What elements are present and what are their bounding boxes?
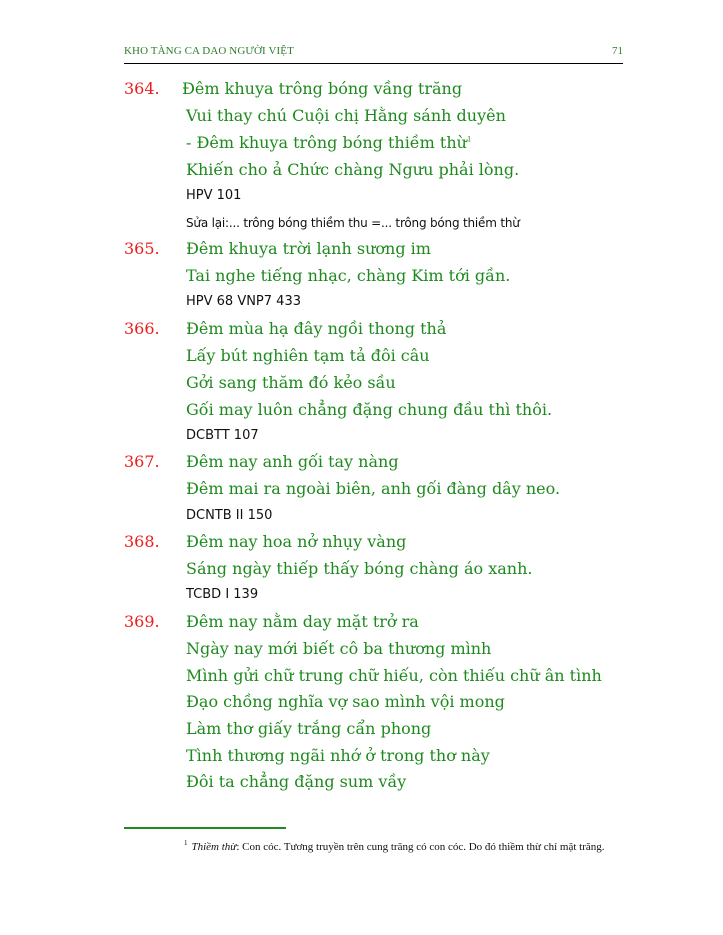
book-title: KHO TÀNG CA DAO NGƯỜI VIỆT [124,45,294,57]
verse-line: Lấy bút nghiên tạm tả đôi câu [186,346,430,365]
verse-line: Gối may luôn chẳng đặng chung đầu thì thôi. [186,400,553,419]
page-number: 71 [612,45,623,57]
verse-line: Đêm nay nằm day mặt trở ra [186,612,419,631]
verse-line: Khiến cho ả Chức chàng Ngưu phải lòng. [186,160,520,179]
footnote [144,840,630,855]
verse-line: Gởi sang thăm đó kẻo sầu [186,373,396,392]
footnote-ref[interactable]: 1 [466,135,472,144]
verse-line: Đôi ta chẳng đặng sum vầy [186,772,407,791]
source-ref: HPV 101 [186,188,242,203]
verse-line: - Đêm khuya trông bóng thiềm thừ$^1$ [186,133,472,152]
footnote-mark: 1 [184,839,188,848]
verse-line: Đêm mùa hạ đây ngồi thong thả [186,319,447,338]
entry-number: 368. [124,532,160,551]
source-ref: TCBD I 139 [186,587,259,602]
entry-number: 366. [124,319,160,338]
verse-line: Sáng ngày thiếp thấy bóng chàng áo xanh. [186,559,533,578]
verse-line: Ngày nay mới biết cô ba thương mình [186,639,492,658]
footnote-term: Thiềm thừ [191,841,237,853]
footnote-text: : Con cóc. Tương truyền trên cung trăng có con cóc. Do đó thiềm thừ chỉ mặt trăng. [236,841,605,853]
source-ref: DCNTB II 150 [186,508,273,523]
verse-line: Mình gửi chữ trung chữ hiếu, còn thiếu chữ ân tình [186,666,602,685]
verse-line: Tai nghe tiếng nhạc, chàng Kim tới gần. [186,266,511,285]
verse-line: Đạo chồng nghĩa vợ sao mình vội mong [186,692,505,711]
verse-line: Đêm mai ra ngoài biên, anh gối đàng dây neo. [186,479,561,498]
source-ref: HPV 68 VNP7 433 [186,294,301,309]
entry-number: 364. [124,79,160,98]
verse-line: Làm thơ giấy trắng cẩn phong [186,719,432,738]
source-ref: DCBTT 107 [186,428,259,443]
verse-line: Đêm khuya trời lạnh sương im [186,239,431,258]
verse-line: Vui thay chú Cuội chị Hằng sánh duyên [186,106,506,125]
verse-line: Đêm nay hoa nở nhụy vàng [186,532,407,551]
edit-note: Sửa lại:... trông bóng thiềm thu =... trông bóng thiềm thừ [186,216,520,230]
verse-line: Đêm khuya trông bóng vầng trăng [182,79,463,98]
footnote-divider [124,827,286,829]
entry-number: 369. [124,612,160,631]
verse-line: Đêm nay anh gối tay nàng [186,452,399,471]
entry-number: 365. [124,239,160,258]
running-header [124,45,623,64]
verse-line: Tình thương ngãi nhớ ở trong thơ này [186,746,490,765]
entry-number: 367. [124,452,160,471]
